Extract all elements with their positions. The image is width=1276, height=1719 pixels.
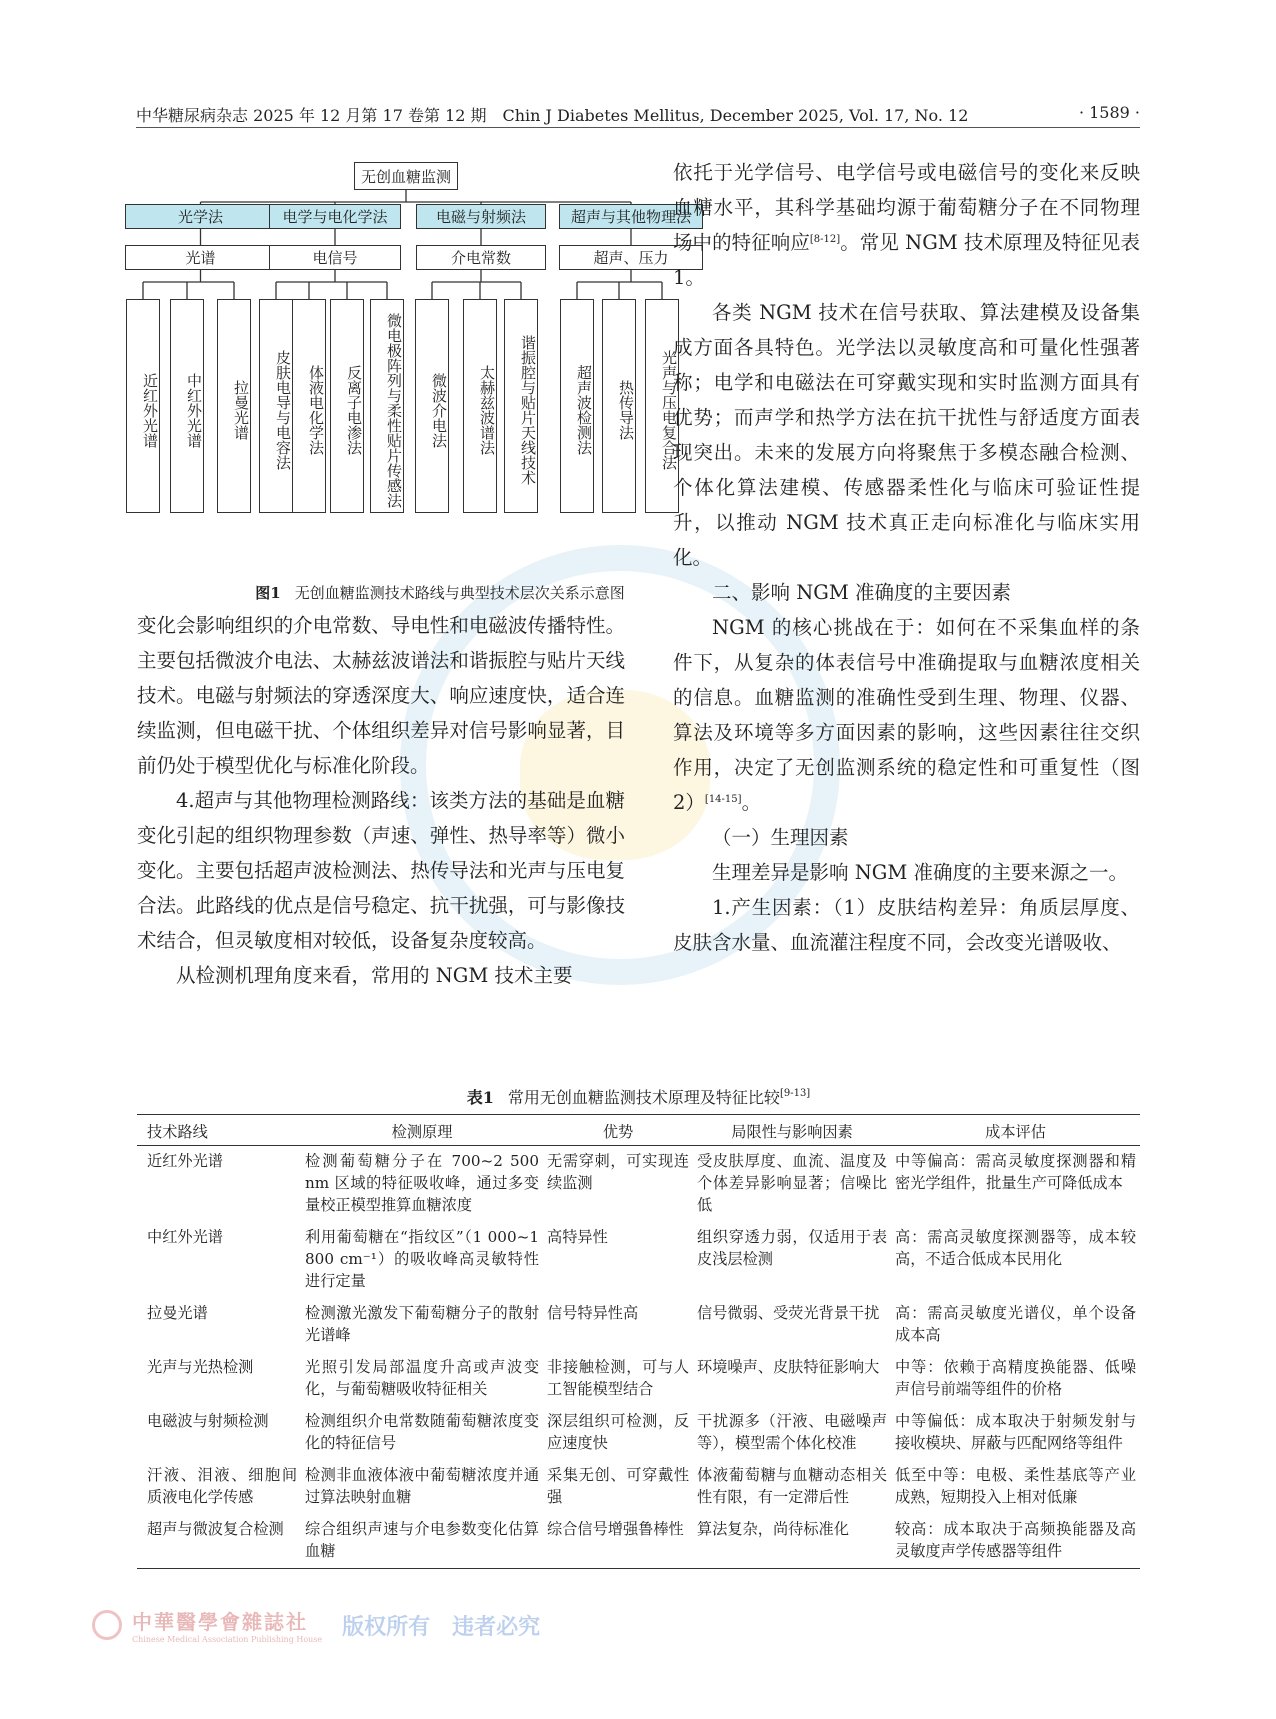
- left-column: [137, 608, 625, 993]
- table-cell: 拉曼光谱: [147, 1304, 208, 1322]
- publisher-name-en: Chinese Medical Association Publishing House: [132, 1635, 323, 1644]
- table-cell: 光声与光热检测: [147, 1358, 254, 1376]
- table-cell: 近红外光谱: [147, 1152, 223, 1170]
- citation: [14-15]: [704, 794, 742, 805]
- table-row: [137, 1406, 1140, 1460]
- table-cell: 受皮肤厚度、血流、温度及个体差异影响显著；信噪比低: [697, 1152, 887, 1214]
- table-cell: 信号特异性高: [547, 1304, 639, 1322]
- paragraph: 4.超声与其他物理检测路线：该类方法的基础是血糖变化引起的组织物理参数（声速、弹性、热导率等）微小变化。主要包括超声波检测法、热传导法和光声与压电复合法。此路线的优点是信号稳定、抗干扰强，可与影像技术结合，但灵敏度相对较低，设备复杂度较高。: [137, 789, 625, 952]
- table-cell: 组织穿透力弱，仅适用于表皮浅层检测: [697, 1228, 887, 1268]
- publisher-logo-icon: [92, 1610, 122, 1640]
- technique-box: 太赫兹波谱法: [463, 299, 497, 513]
- comparison-table: [137, 1114, 1140, 1569]
- column-header: 检测原理: [301, 1115, 543, 1146]
- category-box: 电学与电化学法: [269, 204, 401, 229]
- table-cell: 干扰源多（汗液、电磁噪声等），模型需个体化校准: [697, 1412, 887, 1452]
- table-cell: 环境噪声、皮肤特征影响大: [697, 1358, 880, 1376]
- category-box: 电磁与射频法: [416, 204, 546, 229]
- table-row: [137, 1146, 1140, 1223]
- table-cell: 电磁波与射频检测: [147, 1412, 269, 1430]
- running-header: [136, 103, 1140, 128]
- figure-caption: [137, 582, 743, 603]
- table-cell: 采集无创、可穿戴性强: [547, 1466, 689, 1506]
- table-row: [137, 1222, 1140, 1298]
- table-cell: 检测葡萄糖分子在 700~2 500 nm 区域的特征吸收峰，通过多变量校正模型推算血糖浓度: [305, 1152, 539, 1214]
- table-cell: 非接触检测，可与人工智能模型结合: [547, 1358, 689, 1398]
- table-cell: 利用葡萄糖在“指纹区”（1 000~1 800 cm⁻¹）的吸收峰高灵敏特性进行定量: [305, 1228, 539, 1290]
- technique-box: 近红外光谱: [126, 299, 160, 513]
- technique-box: 谐振腔与贴片天线技术: [504, 299, 538, 513]
- table-cell: 深层组织可检测，反应速度快: [547, 1412, 689, 1452]
- technique-box: 微波介电法: [415, 299, 449, 513]
- table-row: [137, 1460, 1140, 1514]
- column-header: 技术路线: [137, 1115, 301, 1146]
- journal-citation: 中华糖尿病杂志 2025 年 12 月第 17 卷第 12 期 Chin J Diabetes Mellitus, December 2025, Vol. 17, No. 12: [136, 106, 969, 125]
- table-caption: [137, 1085, 1140, 1108]
- table-cell: 体液葡萄糖与血糖动态相关性有限，有一定滞后性: [697, 1466, 887, 1506]
- citation: [9-13]: [779, 1088, 811, 1099]
- signal-type-box: 超声、压力: [559, 245, 703, 270]
- technique-box: 皮肤电导与电容法: [259, 299, 293, 513]
- paragraph: 生理差异是影响 NGM 准确度的主要来源之一。: [712, 861, 1129, 884]
- table-cell: 低至中等：电极、柔性基底等产业成熟，短期投入上相对低廉: [895, 1466, 1136, 1506]
- figure-1-flowchart: [137, 162, 743, 574]
- paragraph: 各类 NGM 技术在信号获取、算法建模及设备集成方面各具特色。光学法以灵敏度高和可量化性强著称；电学和电磁法在可穿戴实现和实时监测方面具有优势；而声学和热学方法在抗干扰性与舒适度方面表现突出。未来的发展方向将聚焦于多模态融合检测、个体化算法建模、传感器柔性化与临床可验证性提升，以推动 NGM 技术真正走向标准化与临床实用化。: [673, 301, 1140, 569]
- paragraph: NGM 的核心挑战在于：如何在不采集血样的条件下，从复杂的体表信号中准确提取与血糖浓度相关的信息。血糖监测的准确性受到生理、物理、仪器、算法及环境等多方面因素的影响，这些因素往往交织作用，决定了无创监测系统的稳定性和可重复性（图2）[14-15]。: [673, 616, 1140, 814]
- column-header: 优势: [543, 1115, 693, 1146]
- citation: [8-12]: [809, 234, 841, 245]
- page-number: · 1589 ·: [1078, 103, 1140, 122]
- table-cell: 综合组织声速与介电参数变化估算血糖: [301, 1514, 543, 1569]
- table-cell: 检测非血液体液中葡萄糖浓度并通过算法映射血糖: [305, 1466, 539, 1506]
- paragraph: 从检测机理角度来看，常用的 NGM 技术主要: [176, 964, 573, 987]
- subsection-heading: （一）生理因素: [712, 826, 849, 849]
- table-cell: 算法复杂，尚待标准化: [693, 1514, 891, 1569]
- paragraph: 变化会影响组织的介电常数、导电性和电磁波传播特性。主要包括微波介电法、太赫兹波谱法和谐振腔与贴片天线技术。电磁与射频法的穿透深度大、响应速度快，适合连续监测，但电磁干扰、个体组织差异对信号影响显著，目前仍处于模型优化与标准化阶段。: [137, 614, 625, 777]
- table-cell: 中等偏高：需高灵敏度探测器和精密光学组件，批量生产可降低成本: [895, 1152, 1136, 1192]
- category-box: 光学法: [125, 204, 276, 229]
- technique-box: 体液电化学法: [292, 299, 326, 513]
- table-row: [137, 1352, 1140, 1406]
- signal-type-box: 光谱: [125, 245, 276, 270]
- right-column: [673, 155, 1140, 960]
- technique-box: 中红外光谱: [170, 299, 204, 513]
- table-row: [137, 1298, 1140, 1352]
- table-cell: 中红外光谱: [147, 1228, 223, 1246]
- table-cell: 高特异性: [547, 1228, 608, 1246]
- technique-box: 微电极阵列与柔性贴片传感法: [370, 299, 404, 513]
- publisher-footer: [92, 1605, 540, 1645]
- table-label: 表1: [466, 1088, 494, 1107]
- category-box: 超声与其他物理法: [559, 204, 703, 229]
- paragraph: 依托于光学信号、电学信号或电磁信号的变化来反映血糖水平，其科学基础均源于葡萄糖分子在不同物理场中的特征响应[8-12]。常见 NGM 技术原理及特征见表1。: [673, 161, 1140, 289]
- table-cell: 超声与微波复合检测: [137, 1514, 301, 1569]
- copyright-notice: 版权所有 违者必究: [342, 1613, 541, 1640]
- table-cell: 较高：成本取决于高频换能器及高灵敏度声学传感器等组件: [891, 1514, 1140, 1569]
- technique-box: 反离子电渗法: [330, 299, 364, 513]
- technique-box: 超声波检测法: [560, 299, 594, 513]
- table-title: 常用无创血糖监测技术原理及特征比较: [507, 1088, 780, 1107]
- table-cell: 汗液、泪液、细胞间质液电化学传感: [147, 1466, 297, 1506]
- signal-type-box: 电信号: [269, 245, 401, 270]
- technique-box: 光声与压电复合法: [645, 299, 679, 513]
- flowchart-root: 无创血糖监测: [354, 162, 458, 190]
- table-cell: 中等：依赖于高精度换能器、低噪声信号前端等组件的价格: [895, 1358, 1136, 1398]
- table-cell: 高：需高灵敏度探测器等，成本较高，不适合低成本民用化: [895, 1228, 1136, 1268]
- figure-caption-text: 无创血糖监测技术路线与典型技术层次关系示意图: [294, 584, 625, 602]
- signal-type-box: 介电常数: [416, 245, 546, 270]
- table-cell: 信号微弱、受荧光背景干扰: [697, 1304, 880, 1322]
- table-cell: 无需穿刺，可实现连续监测: [547, 1152, 689, 1192]
- technique-box: 拉曼光谱: [217, 299, 251, 513]
- table-cell: 光照引发局部温度升高或声波变化，与葡萄糖吸收特征相关: [305, 1358, 539, 1398]
- table-cell: 检测激光激发下葡萄糖分子的散射光谱峰: [305, 1304, 539, 1344]
- column-header: 成本评估: [891, 1115, 1140, 1146]
- section-heading: 二、影响 NGM 准确度的主要因素: [712, 581, 1012, 604]
- table-body: [137, 1146, 1140, 1569]
- table-row: [137, 1514, 1140, 1569]
- column-header: 局限性与影响因素: [693, 1115, 891, 1146]
- table-cell: 综合信号增强鲁棒性: [543, 1514, 693, 1569]
- table-cell: 检测组织介电常数随葡萄糖浓度变化的特征信号: [305, 1412, 539, 1452]
- table-header-row: [137, 1115, 1140, 1146]
- publisher-name: 中華醫學會雜誌社: [132, 1610, 308, 1634]
- table-cell: 中等偏低：成本取决于射频发射与接收模块、屏蔽与匹配网络等组件: [895, 1412, 1136, 1452]
- paragraph: 1.产生因素：（1）皮肤结构差异：角质层厚度、皮肤含水量、血流灌注程度不同，会改变光谱吸收、: [673, 896, 1140, 954]
- figure-label: 图1: [255, 584, 281, 602]
- table-cell: 高：需高灵敏度光谱仪，单个设备成本高: [895, 1304, 1136, 1344]
- technique-box: 热传导法: [602, 299, 636, 513]
